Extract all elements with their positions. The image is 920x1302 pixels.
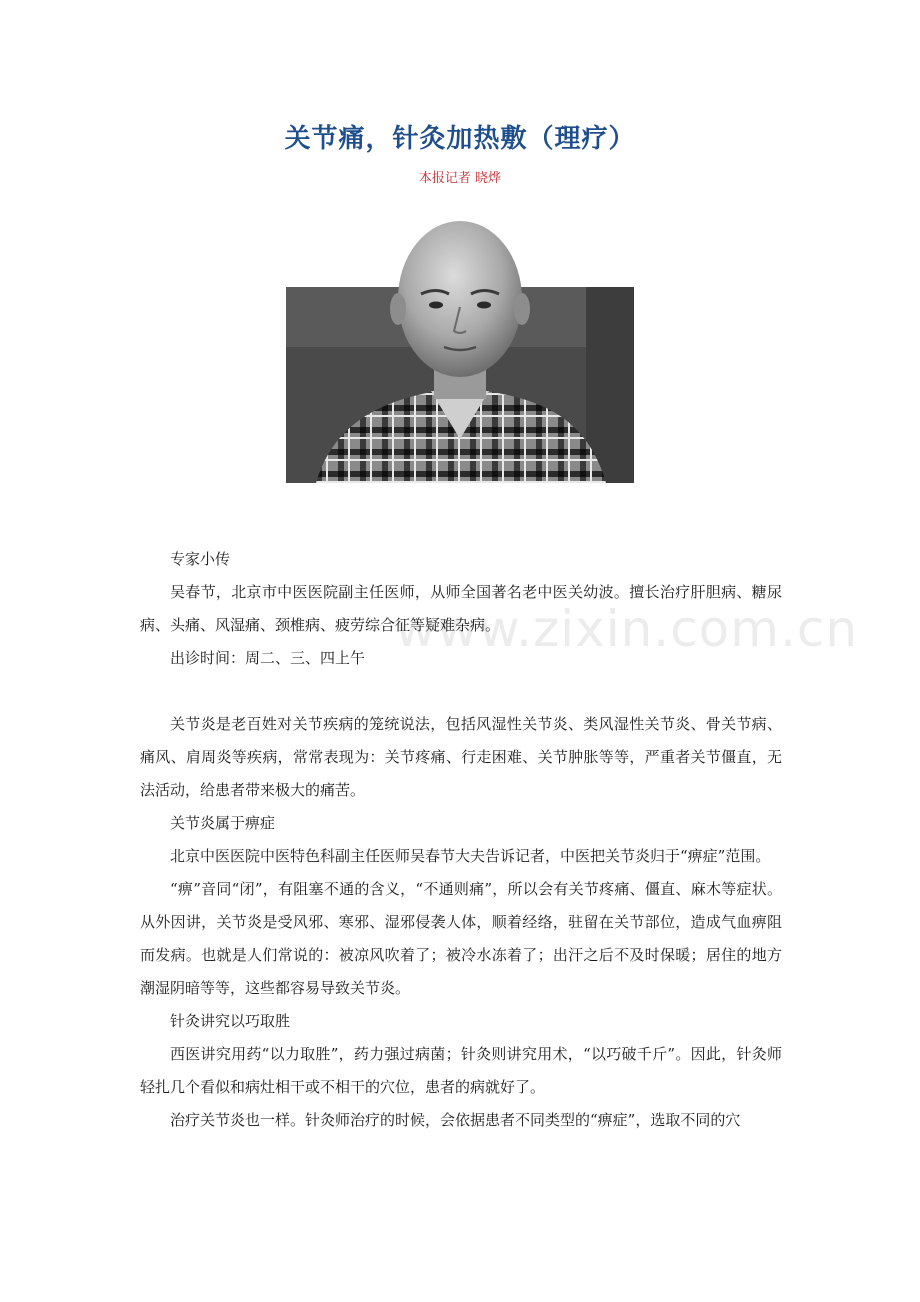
paragraph: 吴春节，北京市中医医院副主任医师，从师全国著名老中医关幼波。擅长治疗肝胆病、糖尿病、头痛、风湿痛、颈椎病、疲劳综合征等疑难杂病。 [140, 583, 782, 634]
paragraph: 治疗关节炎也一样。针灸师治疗的时候，会依据患者不同类型的“痹症”，选取不同的穴 [170, 1111, 741, 1129]
paragraph: “痹”音同“闭”，有阻塞不通的含义，“不通则痛”，所以会有关节疼痛、僵直、麻木等症状。从外因讲，关节炎是受风邪、寒邪、湿邪侵袭人体，顺着经络，驻留在关节部位，造成气血痹阻而发病。也就是人们常说的：被凉风吹着了；被冷水冻着了；出汗之后不及时保暖；居住的地方潮湿阴暗等等，这些都容易导致关节炎。 [140, 880, 782, 997]
paragraph: 关节炎是老百姓对关节疾病的笼统说法，包括风湿性关节炎、类风湿性关节炎、骨关节病、痛风、肩周炎等疾病，常常表现为：关节疼痛、行走困难、关节肿胀等等，严重者关节僵直，无法活动，给患者带来极大的痛苦。 [140, 715, 782, 799]
byline: 本报记者 晓烨 [418, 171, 502, 186]
section-heading: 针灸讲究以巧取胜 [170, 1012, 291, 1030]
article-title: 关节痛，针灸加热敷（理疗） [284, 124, 636, 154]
clinic-hours: 出诊时间：周二、三、四上午 [170, 649, 366, 667]
section-heading-profile: 专家小传 [170, 550, 231, 568]
paragraph: 北京中医医院中医特色科副主任医师吴春节大夫告诉记者，中医把关节炎归于“痹症”范围。 [170, 847, 771, 865]
section-heading: 关节炎属于痹症 [170, 814, 276, 832]
article-body [140, 543, 782, 1137]
portrait-photo [286, 199, 634, 483]
paragraph: 西医讲究用药“以力取胜”，药力强过病菌；针灸则讲究用术，“以巧破千斤”。因此，针灸师轻扎几个看似和病灶相干或不相干的穴位，患者的病就好了。 [140, 1045, 782, 1096]
watermark: www.zixin.com.cn [395, 600, 859, 658]
